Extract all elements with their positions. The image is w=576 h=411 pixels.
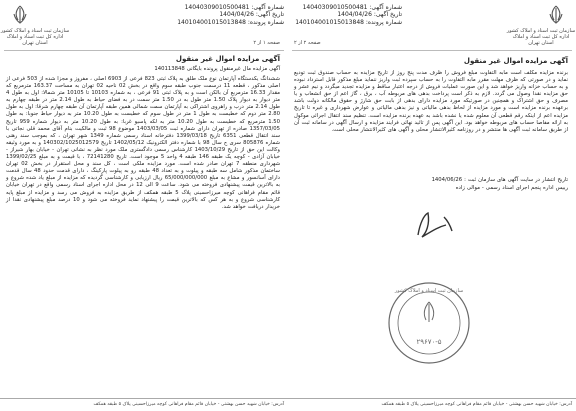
seal-code: ۲۹۶۷۰-۵ [416, 338, 442, 346]
header-divider [292, 50, 572, 51]
notice-subtitle: آگهی مزایده مال غیرمنقول پرونده بایگانی 140113848 [154, 66, 280, 72]
page-number: صفحه ۱ از ۲ [253, 40, 280, 46]
page-header [288, 2, 576, 52]
notice-title: آگهی مزایده اموال غیر منقول [175, 55, 280, 63]
org-line-1: سازمان ثبت اسناد و املاک کشور [0, 28, 70, 34]
iran-emblem-icon [6, 4, 34, 26]
page-footer [288, 398, 576, 411]
case-number: شماره پرونده: 140104001015013848 [177, 18, 284, 26]
org-line-1: سازمان ثبت اسناد و املاک کشور [506, 28, 576, 34]
official-seal-icon [386, 280, 472, 366]
org-line-2: اداره کل ثبت اسناد و املاک استان تهران [6, 34, 64, 46]
iran-emblem-icon [542, 4, 570, 26]
organization-name [506, 28, 576, 46]
notice-body: ششدانگ یکدستگاه آپارتمان نوع ملک طلق به پلاک ثبتی 823 فرعی از 6903 اصلی ، مفروز و مجزا شده از 503 فرعی از اصلی مذکور ، قطعه 11 درسمت جنوب طبقه سوم واقع در بخش 02 ناحیه 02 تهران به مساحت 163.37 مترمربع که مقدار 16.33 مترمربع آن بالکن است و به پلاک ثبتی 91 فرعی ، به شماره 10103 تا 10105 متر شمالا: اول به طول 4 متر دیوار به دیوار پلاک 1.50 متر طول به در 1.50 متر سمت در به فضای حیاط به طول 2.14 متر در طبقه چهارم به طول 2.14 متر درب و راهروی اشتراکی به آپارتمان سمت شمالی همین طبقه آپارتمان آن طبقه چهارم شرقا: اول به طول 2.80 متر دوم که خطیست به طول 1 متر در طول سوم که خطیست به طول 10.20 متر به دیوار حیاط جنوبا: به طول 1.50 مترمربع که خطیست به طول 10.20 متر به لکه پاسیو غربا: به طول 10.20 متر به دیوار شماره 959 تاریخ 1357/03/05 صادره از تهران دارای شماره ثبت 1403/03/05 موضوع 98 ثبت و مالکیت بنام آقای محمد قلی نجاتی با سند انتقال قطعی 6351 تاریخ 1399/03/18 دفترخانه اسناد رسمی شماره 1349 شهر تهران ، که بموجب سند رهنی شماره 805876 سری ج سال 98 با شماره دفتر الکترونیک 1402/05/12 تاریخ 140302/1025012579 و به مورد وثیقه وکالت این حق از تاریخ 1403/10/29 کارشناس رسمی دادگستری ملک مورد نظر به نشانی تهران - خیابان بهار شیراز - خیابان آزادی - کوچه یک طبقه 146 طبقه 4 واحد 5 موجود است. تاریخ 72141280 ، با قیمت و به مبلغ 1399/02/25 شهرداری منطقه 7 تهران صادر شده است. مورد مزایده ملکی است ، کل سند و محل استقرار در بخش 02 تهران ساختمان مذکور شامل سه طبقه و پیلوت و به تعداد 48 طبقه رو به پیلوت پارکینگ ، دارای قدمت حدود 48 سال قدمت دارای آسانسور و مشاع به مبلغ 65/000/000/000 ریال ارزیابی و کارشناسی گردیده که مزایده از مبلغ یاد شده شروع و به بالاترین قیمت پیشنهادی فروخته می شود. ساعت 9 الی 12 در محل اداره اجرای اسناد رسمی واقع در تهران خیابان قائم مقام فراهانی کوچه میرزاحسینی پلاک 5 طبقه همکف از طریق مزایده به فروش می رسد و مزایده از مبلغ پایه کارشناسی شروع و به هر کس که بالاترین قیمت را پیشنهاد نماید فروخته می شود و 10 درصد مبلغ پیشنهادی نقدا از خریدار دریافت خواهد شد. [6, 76, 281, 210]
notice-number: شماره آگهی: 14040309010500481 [184, 4, 284, 11]
case-number: شماره پرونده: 140104001015013848 [295, 18, 402, 26]
org-line-2: اداره کل ثبت اسناد و املاک استان تهران [512, 34, 570, 46]
page-header [0, 2, 288, 52]
notice-meta [174, 4, 284, 26]
notice-title: آگهی مزایده اموال غیر منقول [463, 57, 568, 65]
footer-address: آدرس: خیابان شهید حسن بهشتی - خیابان قائم مقام فراهانی کوچه میرزاحسینی پلاک ۵ طبقه همکف [381, 402, 572, 407]
notice-date: تاریخ آگهی: 1404/04/26 [337, 11, 402, 19]
page-number: صفحه ۲ از ۲ [294, 40, 321, 46]
organization-name [0, 28, 70, 46]
signer-line: رییس اداره پنجم اجرای اسناد رسمی - موالی زاده [455, 185, 568, 191]
notice-date: تاریخ آگهی: 1404/04/26 [219, 11, 284, 19]
seal-text: سازمان ثبت اسناد و املاک کشور [394, 288, 464, 294]
notice-number: شماره آگهی: 14040309010500481 [302, 4, 402, 11]
notice-page-2 [288, 0, 576, 411]
footer-address: آدرس: خیابان شهید حسن بهشتی - خیابان قائم مقام فراهانی کوچه میرزاحسینی پلاک ۵ طبقه همکف [93, 402, 284, 407]
notice-body: برنده مزایده مکلف است مابه التفاوت مبلغ فروش را ظرف مدت پنج روز از تاریخ مزایده به حساب صندوق ثبت تودیع نماید و در صورتی که ظرف مهلت مقرر مابه التفاوت را به حساب سپرده ثبت واریز ننماید مبلغ مذکور قابل استرداد نبوده و به حساب خزانه واریز خواهد شد و این صورت عملیات فروش از درجه اعتبار ساقط و مزایده تجدید میگردد و نیم عشر و حق مزایده نقدا وصول می گردد. لازم به ذکر است پرداخت بدهی های مربوطه آب ، برق ، گاز اعم از حق انشعاب و یا مصرف و حق اشتراک و همچنین در صورتیکه مورد مزایده دارای بدهی از بابت حق شارژ و حقوق مالکانه دولت باشد برعهده برنده مزایده است و مورد مزایده از لحاظ بدهی مالیاتی و نیز بدهی مالیاتی و عوارض شهرداری و غیره تا تاریخ مزایده اعم از اینکه رقم قطعی آن معلوم شده یا نشده باشد به عهده برنده مزایده است. تنظیم سند انتقال اجرائی موکول به ارائه مفاصا حساب های مربوطه خواهد بود. این آگهی پس از تائید نهائی فرایند مزایده و ارسال آگهی در سامانه ثبت آن از طریق سامانه ثبت آگهی ها منتشر و در روزنامه کثیرالانتشار محلی و آگهی های کثیرالانتشار محلی است. [294, 70, 568, 133]
header-divider [4, 50, 284, 51]
signature-icon [408, 205, 458, 245]
page-footer [0, 398, 288, 411]
notice-meta [292, 4, 402, 26]
publish-date-line: تاریخ انتشار در سایت آگهی های سازمان ثبت : 1404/06/26 [431, 177, 568, 183]
